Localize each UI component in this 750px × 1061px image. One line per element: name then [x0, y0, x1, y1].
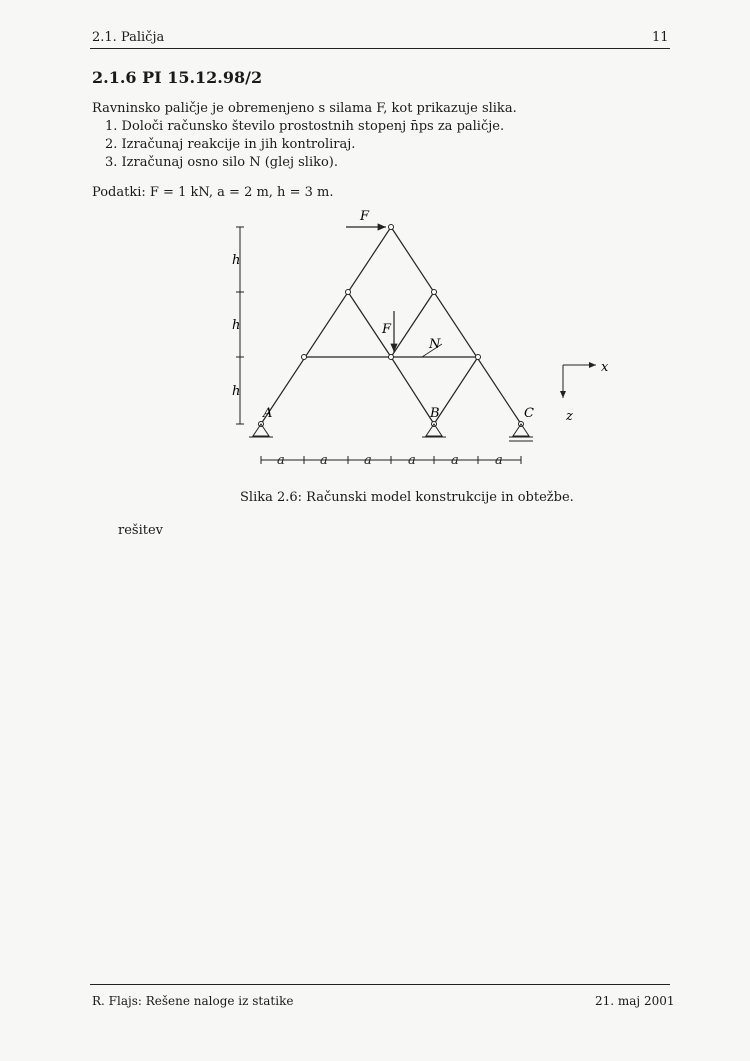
label-b-support: B — [430, 406, 440, 421]
width-dimensions — [261, 456, 521, 464]
label-h-3: h — [232, 384, 241, 399]
label-h-2: h — [232, 318, 241, 333]
truss-figure — [0, 0, 750, 480]
solution-label: rešitev — [118, 523, 163, 538]
label-x-axis: x — [601, 360, 609, 375]
footer-date: 21. maj 2001 — [595, 994, 675, 1008]
label-c-support: C — [524, 406, 534, 421]
label-n: N — [429, 337, 441, 352]
label-a-4: a — [408, 453, 416, 468]
problem-intro: Ravninsko paličje je obremenjeno s silama F, kot prikazuje slika. — [92, 101, 517, 116]
label-z-axis: z — [566, 409, 573, 424]
given-data: Podatki: F = 1 kN, a = 2 m, h = 3 m. — [92, 185, 334, 200]
label-f-mid: F — [382, 322, 392, 337]
coordinate-system — [563, 365, 596, 398]
label-h-1: h — [232, 253, 241, 268]
label-a-3: a — [364, 453, 372, 468]
running-header-page-number: 11 — [652, 30, 669, 45]
label-f-top: F — [360, 209, 370, 224]
task-3: 3. Izračunaj osno silo N (glej sliko). — [105, 155, 339, 170]
task-2: 2. Izračunaj reakcije in jih kontroliraj. — [105, 137, 356, 152]
supports — [249, 424, 533, 441]
label-a-5: a — [451, 453, 459, 468]
running-header-section: 2.1. Paličja — [92, 30, 165, 45]
label-a-1: a — [277, 453, 285, 468]
label-a-support: A — [263, 406, 273, 421]
figure-caption: Slika 2.6: Računski model konstrukcije in obtežbe. — [240, 490, 574, 505]
footer-author-title: R. Flajs: Rešene naloge iz statike — [92, 994, 294, 1008]
problem-title: 2.1.6 PI 15.12.98/2 — [92, 68, 263, 87]
label-a-2: a — [320, 453, 328, 468]
task-1: 1. Določi računsko število prostostnih stopenj n̄ps za paličje. — [105, 119, 505, 134]
footer-rule — [90, 984, 670, 985]
label-a-6: a — [495, 453, 503, 468]
